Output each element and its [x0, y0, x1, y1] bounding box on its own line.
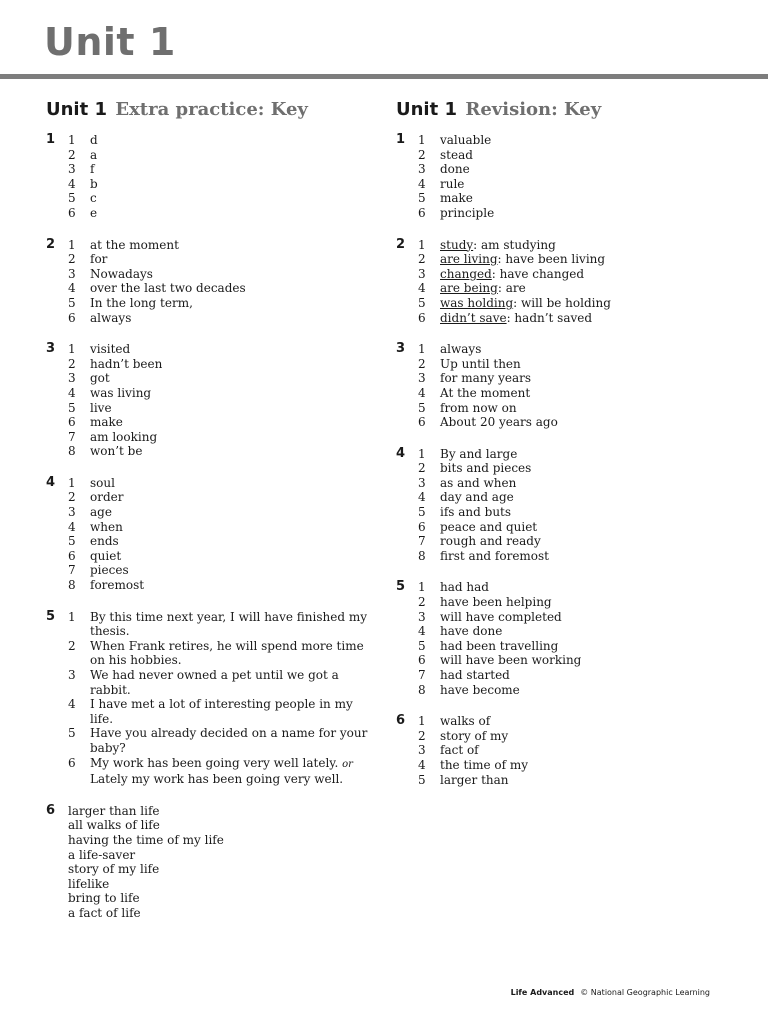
answer-item: 2 are living: have been living — [418, 252, 606, 267]
answer-item: 6 always — [68, 310, 132, 325]
answer-item: 8 foremost — [68, 578, 145, 593]
answer-item: 5 In the long term, — [68, 295, 193, 310]
heading-unit: Unit 1 — [46, 99, 107, 120]
list-item: bring to life — [68, 891, 140, 906]
answer-item: 4 are being: are — [418, 281, 526, 296]
answer-item: 2 have been helping — [418, 595, 552, 610]
underlined-word: changed — [440, 266, 492, 281]
answer-item: 1 walks of — [418, 714, 491, 729]
extra-practice-key-column — [46, 92, 376, 938]
answer-item: 1 soul — [68, 475, 115, 490]
answer-item: 4 At the moment — [418, 385, 531, 400]
exercise-3 — [396, 342, 736, 430]
answer-item: 2 When Frank retires, he will spend more time on his hobbies. — [68, 638, 364, 668]
answer-item: 2 a — [68, 147, 98, 162]
footer-copyright: © National Geographic Learning — [580, 988, 710, 997]
heading-unit: Unit 1 — [396, 99, 457, 120]
heading-subtitle: Revision: Key — [465, 99, 602, 120]
answer-item: 3 as and when — [418, 475, 517, 490]
answer-item: 5 live — [68, 400, 112, 415]
answer-item: 6 didn’t save: hadn’t saved — [418, 310, 593, 325]
answer-item: 4 day and age — [418, 490, 514, 505]
exercise-5 — [396, 580, 736, 697]
exercise-number: 2 — [46, 236, 56, 252]
answer-item: 4 when — [68, 519, 123, 534]
exercise-5 — [46, 610, 376, 787]
answer-item: 6 About 20 years ago — [418, 415, 558, 430]
answer-item: 4 have done — [418, 624, 503, 639]
exercise-4 — [46, 476, 376, 593]
exercise-number: 1 — [46, 132, 56, 147]
exercise-number: 6 — [46, 802, 56, 818]
exercise-6 — [46, 804, 376, 921]
answer-item: 8 have become — [418, 682, 520, 697]
answer-item: 2 hadn’t been — [68, 356, 163, 371]
answer-item: 3 done — [418, 162, 470, 177]
answer-item: 7 pieces — [68, 563, 129, 578]
answer-item: 3 We had never owned a pet until we got a rabbit. — [68, 668, 339, 697]
answer-item: 7 had started — [418, 668, 510, 682]
exercise-number: 5 — [396, 579, 406, 595]
answer-item: 1 study: am studying — [418, 237, 556, 252]
heading-subtitle: Extra practice: Key — [115, 99, 308, 120]
or-word: or — [342, 758, 353, 770]
exercise-3 — [46, 342, 376, 459]
answer-item: 3 fact of — [418, 743, 479, 758]
exercise-number: 2 — [396, 236, 406, 252]
exercise-number: 6 — [396, 713, 406, 729]
answer-item: 3 changed: have changed — [418, 266, 585, 281]
page-title: Unit 1 — [44, 20, 176, 64]
exercise-1 — [396, 133, 736, 221]
answer-item: 7 rough and ready — [418, 534, 541, 549]
answer-item: 2 story of my — [418, 728, 509, 743]
title-divider — [0, 74, 768, 79]
answer-item: 1 By and large — [418, 446, 518, 461]
answer-item: 7 am looking — [68, 429, 158, 444]
answer-item: 3 got — [68, 371, 110, 386]
list-item: lifelike — [68, 876, 110, 891]
exercise-4 — [396, 447, 736, 564]
answer-item: 3 Nowadays — [68, 266, 153, 281]
answer-item: 4 b — [68, 176, 98, 191]
answer-item: 5 make — [418, 191, 473, 206]
answer-item: 2 order — [68, 490, 124, 505]
exercise-6 — [396, 714, 736, 787]
answer-item: 4 rule — [418, 176, 465, 191]
exercise-number: 3 — [396, 341, 406, 357]
answer-item: 5 larger than — [418, 772, 509, 787]
revision-heading — [396, 92, 736, 121]
answer-item: 2 Up until then — [418, 356, 521, 371]
answer-item: 6 My work has been going very well lately. or Lately my work has been going very well. — [68, 755, 353, 787]
exercise-number: 5 — [46, 608, 56, 624]
answer-item: 3 f — [68, 162, 95, 177]
revision-key-column — [396, 92, 736, 804]
answer-item: 6 will have been working — [418, 653, 582, 668]
answer-item: 4 the time of my — [418, 757, 529, 772]
answer-item: 2 bits and pieces — [418, 461, 532, 476]
answer-item: 1 at the moment — [68, 237, 179, 252]
exercise-2 — [46, 238, 376, 326]
answer-item: 6 peace and quiet — [418, 519, 538, 534]
answer-item: 5 had been travelling — [418, 638, 559, 653]
answer-item: 1 d — [68, 133, 98, 147]
extra-practice-heading — [46, 92, 376, 121]
answer-item: 4 I have met a lot of interesting people in my life. — [68, 697, 353, 726]
answer-item: 3 for many years — [418, 371, 532, 386]
answer-item: 3 will have completed — [418, 609, 562, 624]
answer-item: 1 always — [418, 342, 482, 357]
exercise-number: 4 — [396, 445, 406, 461]
underlined-word: are living — [440, 252, 498, 267]
exercise-1 — [46, 133, 376, 221]
answer-item: 8 won’t be — [68, 444, 143, 459]
answer-item: 2 stead — [418, 147, 473, 162]
underlined-word: didn’t save — [440, 310, 507, 325]
answer-item: 1 had had — [418, 580, 489, 595]
answer-item: 1 By this time next year, I will have finished my thesis. — [68, 609, 367, 639]
answer-item: 4 over the last two decades — [68, 281, 246, 296]
page-footer — [511, 988, 710, 997]
answer-item: 6 quiet — [68, 548, 122, 563]
list-item: a life-saver — [68, 847, 136, 862]
answer-item: 6 principle — [418, 205, 495, 220]
exercise-2 — [396, 238, 736, 326]
exercise-number: 3 — [46, 341, 56, 357]
list-item: story of my life — [68, 862, 160, 877]
answer-item: 5 ends — [68, 534, 119, 549]
answer-item: 3 age — [68, 505, 112, 520]
answer-item: 5 from now on — [418, 400, 517, 415]
answer-item: 5 c — [68, 191, 97, 206]
answer-item: 2 for — [68, 252, 108, 267]
answer-item: 6 make — [68, 415, 123, 430]
footer-brand: Life Advanced — [510, 988, 575, 997]
underlined-word: study — [440, 237, 474, 252]
answer-item: 6 e — [68, 205, 98, 220]
underlined-word: are being — [440, 281, 498, 296]
list-item: a fact of life — [68, 905, 141, 920]
list-item: having the time of my life — [68, 832, 224, 847]
answer-item: 1 visited — [68, 342, 131, 357]
answer-item: 5 was holding: will be holding — [418, 295, 611, 310]
answer-item: 1 valuable — [418, 133, 492, 147]
underlined-word: was holding — [440, 295, 514, 310]
exercise-number: 4 — [46, 474, 56, 490]
list-item: larger than life — [68, 803, 160, 818]
answer-item: 5 Have you already decided on a name for your baby? — [68, 726, 368, 755]
list-item: all walks of life — [68, 818, 160, 833]
exercise-number: 1 — [396, 132, 406, 147]
answer-item: 5 ifs and buts — [418, 505, 512, 520]
answer-item: 4 was living — [68, 385, 152, 400]
answer-item: 8 first and foremost — [418, 548, 550, 563]
